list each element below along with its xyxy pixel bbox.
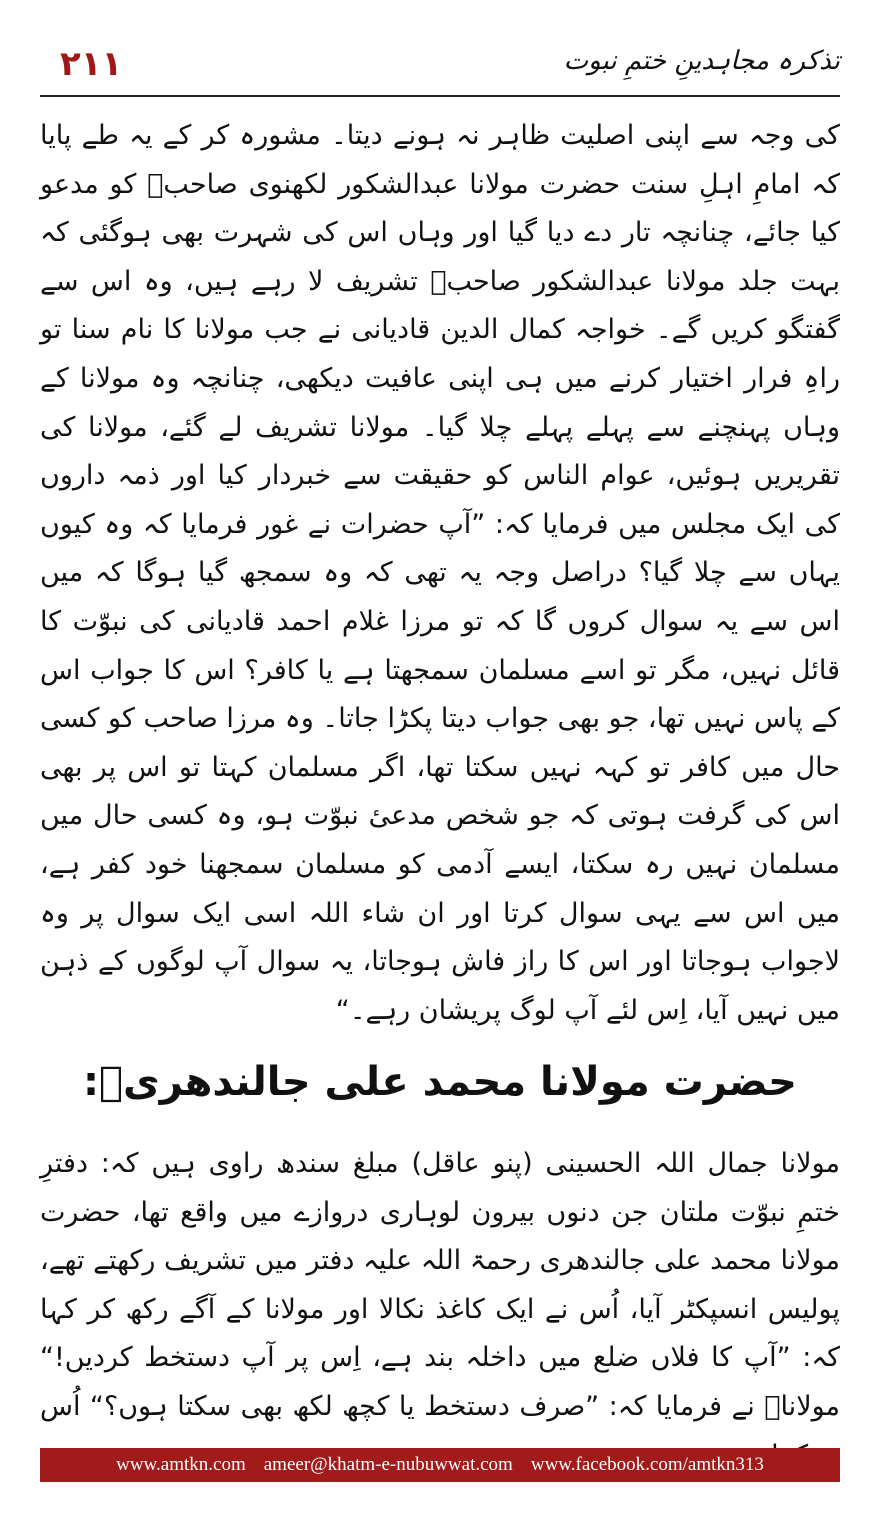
paragraph-2: مولانا جمال اللہ الحسینی (پنو عاقل) مبلغ سندھ راوی ہیں کہ: دفترِ ختمِ نبوّت ملتان جن دنوں بیرون لوہاری دروازے میں واقع تھا، حضرت مولانا محمد علی جالندھری رحمۃ اللہ علیہ دفتر میں تشریف رکھتے تھے، پولیس انسپکٹر آیا، اُس نے ایک کاغذ نکالا اور مولانا کے آگے رکھ کر کہا کہ: ”آپ کا فلاں ضلع میں داخلہ بند ہے، اِس پر آپ دستخط کردیں!“ مولاناؒ نے فرمایا کہ: ”صرف دستخط یا کچھ لکھ بھی سکتا ہوں؟“ اُس <box>40 1148 840 1422</box>
header-divider <box>40 95 840 97</box>
footer-facebook-link[interactable]: www.facebook.com/amtkn313 <box>530 1454 764 1475</box>
section-heading: حضرت مولانا محمد علی جالندھریؒ: <box>83 1059 797 1105</box>
footer-website-link[interactable]: www.amtkn.com <box>116 1454 246 1475</box>
footer-bar <box>40 1448 840 1482</box>
paragraph-1: کی وجہ سے اپنی اصلیت ظاہر نہ ہونے دیتا۔ مشورہ کر کے یہ طے پایا کہ امامِ اہلِ سنت حضرت مولانا عبدالشکور لکھنوی صاحبؒ کو مدعو کیا جائے، چنانچہ تار دے دیا گیا اور وہاں اس کی شہرت بھی ہوگئی کہ بہت جلد مولانا عبدالشکور صاحبؒ تشریف لا رہے ہیں، وہ اس سے گفتگو کریں گے۔ خواجہ کمال الدین قادیانی نے جب مولانا کا نام سنا تو راہِ فرار اختیار کرنے میں ہی اپنی عافیت دیکھی، چنانچہ وہ مولانا کے وہاں پہنچنے سے پہلے پہلے چلا گیا۔ مولانا تشریف لے گئے، مولانا کی تقریریں ہوئیں، عوام الناس کو حقیقت سے خبردار کیا اور ذمہ داروں کی ایک مجلس میں فرمایا کہ: ”آپ حضرات نے غور فرمایا کہ وہ کیوں یہاں سے چلا گیا؟ دراصل وجہ یہ تھی کہ وہ سمجھ گیا ہوگا کہ میں اس سے یہ سوال کروں گا کہ تو مرزا غلام احمد قادیانی کی نبوّت کا قائل نہیں، مگر تو اسے مسلمان سمجھتا ہے یا کافر؟ اس کا جواب اس کے پاس نہیں تھا، جو بھی جواب دیتا پکڑا جاتا۔ وہ مرزا صاحب کو کسی حال میں کافر تو کہہ نہیں سکتا تھا، اگر مسلمان کہتا تو اس پر بھی اس کی گرفت ہوتی کہ جو شخص مدعیٔ نبوّت ہو، وہ کسی حال میں مسلمان نہیں رہ سکتا، ایسے آدمی کو مسلمان سمجھنا خود کفر ہے، میں اس سے یہی سوال کرتا اور ان شاء اللہ اسی ایک سوال پر وہ لاجواب ہوجاتا اور اس کا راز فاش ہوجاتا، یہ سوال آپ لوگوں کے ذہن میں نہیں آیا، اِس لئے آپ لوگ پریشان رہے۔“ <box>40 120 840 1026</box>
footer-email-link[interactable]: ameer@khatm-e-nubuwwat.com <box>263 1454 513 1475</box>
running-title: تذکرہ مجاہدینِ ختمِ نبوت <box>563 46 840 76</box>
page-number: ۲۱۱ <box>60 44 123 84</box>
page-header <box>40 40 840 90</box>
